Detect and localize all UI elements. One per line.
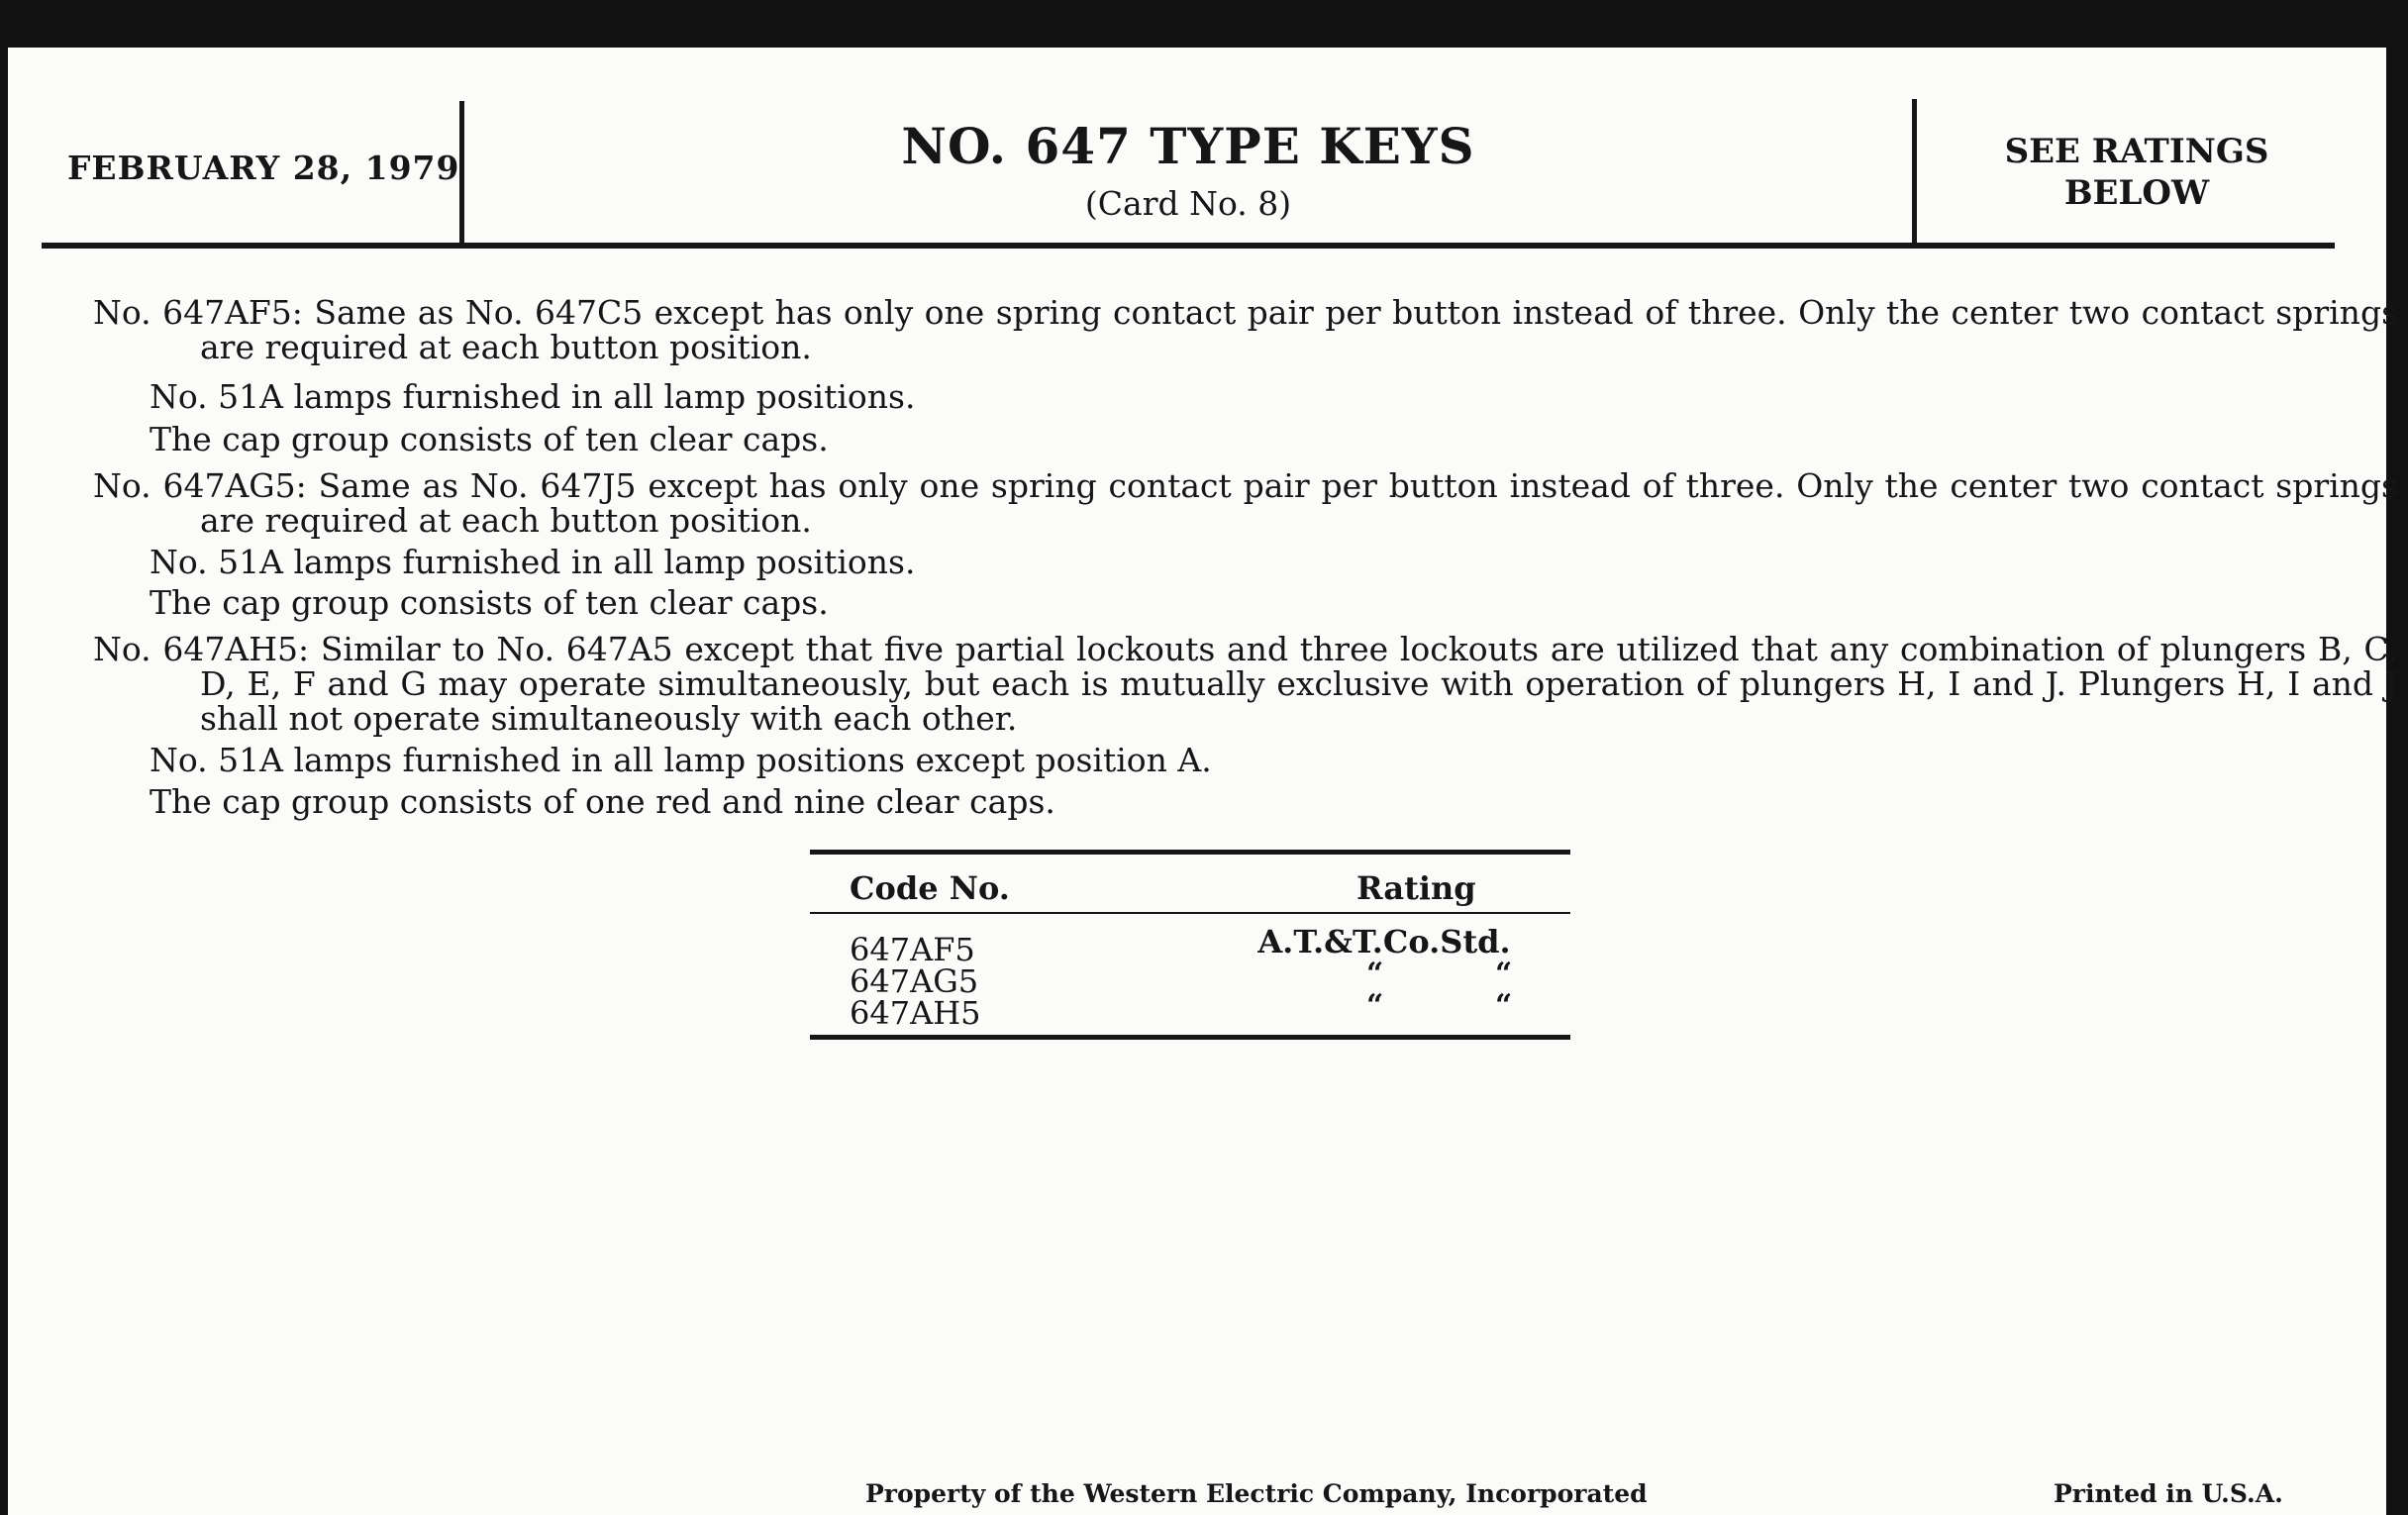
table-header-rule	[810, 912, 1570, 914]
spec-card	[8, 48, 2398, 1515]
header-rule	[42, 243, 2335, 249]
entry-647ag5-lamps: No. 51A lamps furnished in all lamp positions.	[150, 543, 916, 581]
ratings-note-line2: BELOW	[2063, 173, 2210, 213]
entry-647ah5: No. 647AH5: Similar to No. 647A5 except that five partial lockouts and three lockouts are utilized that any combination of plungers B, C, D, E, F and G may operate simultaneously, but each is mutually exclusive with operation of plungers H, I and J. Plungers H, I and J shall not operate simultaneously with each other.	[93, 630, 2398, 738]
page-title: NO. 647 TYPE KEYS	[901, 117, 1475, 175]
entry-647af5-lamps: No. 51A lamps furnished in all lamp positions.	[150, 377, 916, 416]
header-divider-left	[459, 101, 464, 244]
header-divider-right	[1912, 99, 1917, 244]
issue-date: FEBRUARY 28, 1979	[67, 149, 460, 187]
ditto-mark: “	[1495, 957, 1513, 991]
table-header-code: Code No.	[850, 869, 1010, 907]
card-number: (Card No. 8)	[1084, 184, 1292, 223]
table-row-code: 647AF5	[850, 931, 975, 968]
table-bottom-rule	[810, 1035, 1570, 1040]
ratings-note-line1: SEE RATINGS	[2004, 132, 2269, 171]
entry-647af5: No. 647AF5: Same as No. 647C5 except has only one spring contact pair per button instead of three. Only the center two contact springs are required at each button position.	[93, 293, 2398, 366]
ratings-note	[1919, 131, 2355, 214]
entry-647af5-caps: The cap group consists of ten clear caps.	[150, 420, 829, 458]
property-notice: Property of the Western Electric Company, Incorporated	[865, 1479, 1648, 1508]
entry-647ah5-caps: The cap group consists of one red and nine clear caps.	[150, 782, 1055, 821]
entry-647ag5-caps: The cap group consists of ten clear caps.	[150, 583, 829, 622]
table-row-code: 647AG5	[850, 962, 979, 1000]
entry-647ag5: No. 647AG5: Same as No. 647J5 except has only one spring contact pair per button instead of three. Only the center two contact springs are required at each button position.	[93, 466, 2398, 540]
table-header-rating: Rating	[1356, 869, 1476, 907]
table-top-rule	[810, 850, 1570, 855]
entry-647ah5-lamps: No. 51A lamps furnished in all lamp positions except position A.	[150, 741, 1212, 779]
printed-in: Printed in U.S.A.	[2054, 1479, 2283, 1508]
ditto-mark: “	[1495, 988, 1513, 1023]
table-row-code: 647AH5	[850, 994, 981, 1032]
ditto-mark: “	[1366, 957, 1384, 991]
ditto-mark: “	[1366, 988, 1384, 1023]
table-row-rating: A.T.&T.Co.Std.	[1257, 923, 1511, 960]
